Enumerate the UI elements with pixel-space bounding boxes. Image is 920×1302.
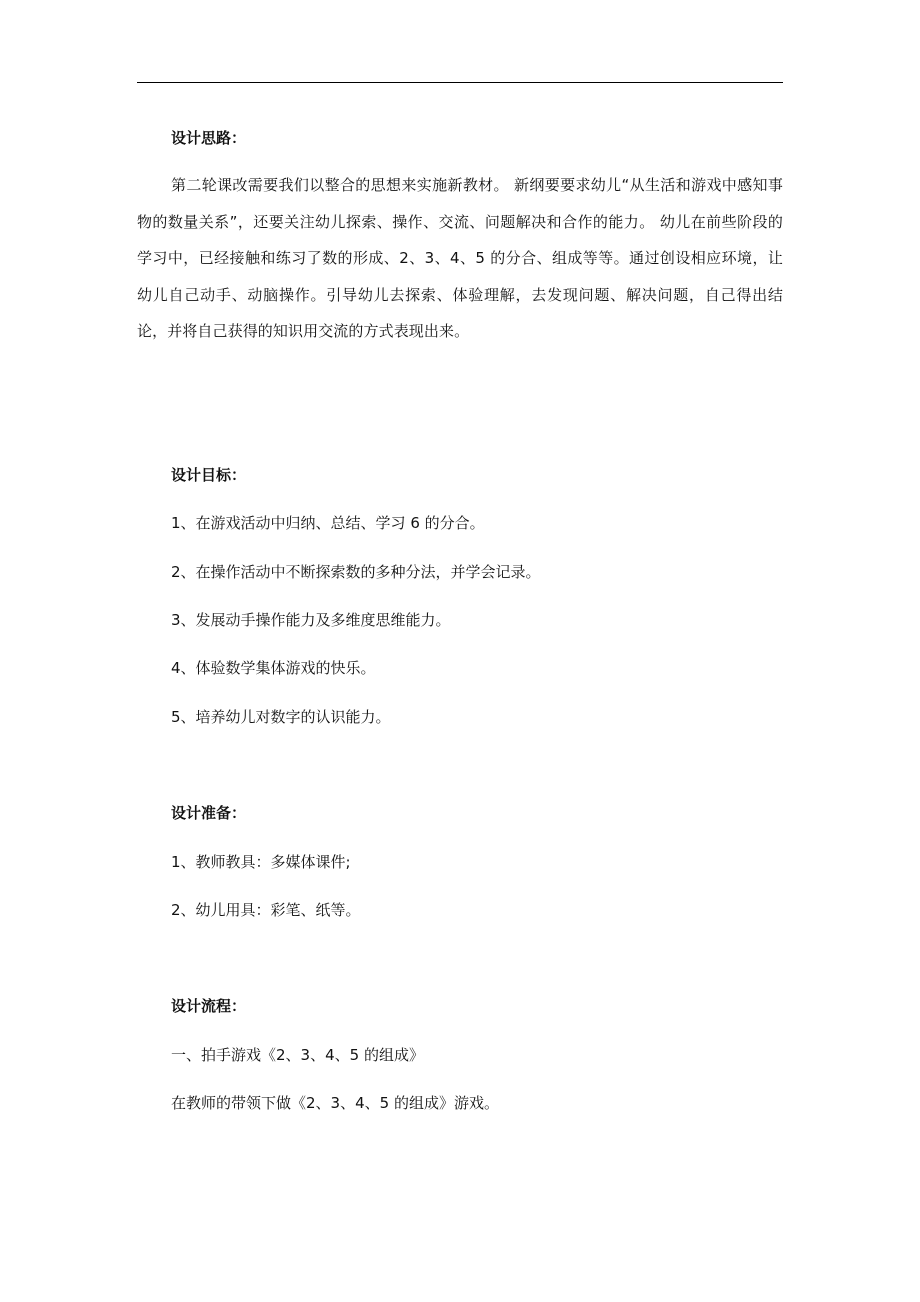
header-rule — [137, 82, 783, 83]
preparation-item-1: 1、教师教具：多媒体课件; — [171, 853, 351, 871]
goal-item-3: 3、发展动手操作能力及多维度思维能力。 — [171, 611, 451, 629]
process-step-1-detail: 在教师的带领下做《2、3、4、5 的组成》游戏。 — [171, 1094, 499, 1112]
approach-heading: 设计思路： — [171, 129, 247, 147]
process-step-1: 一、拍手游戏《2、3、4、5 的组成》 — [171, 1046, 424, 1064]
preparation-item-2: 2、幼儿用具：彩笔、纸等。 — [171, 901, 361, 919]
goal-item-4: 4、体验数学集体游戏的快乐。 — [171, 659, 376, 677]
goal-item-5: 5、培养幼儿对数字的认识能力。 — [171, 708, 391, 726]
goals-heading: 设计目标： — [171, 466, 247, 484]
process-heading: 设计流程： — [171, 997, 247, 1015]
goal-item-1: 1、在游戏活动中归纳、总结、学习 6 的分合。 — [171, 514, 485, 532]
goal-item-2: 2、在操作活动中不断探索数的多种分法，并学会记录。 — [171, 563, 541, 581]
preparation-heading: 设计准备： — [171, 804, 247, 822]
approach-paragraph: 第二轮课改需要我们以整合的思想来实施新教材。 新纲要要求幼儿“从生活和游戏中感知事物的数量关系”，还要关注幼儿探索、操作、交流、问题解决和合作的能力。 幼儿在前些阶段的学习中，已经接触和练习了数的形成、2、3、4、5 的分合、组成等等。通过创设相应环境，让幼儿自己动手、动脑操作。引导幼儿去探索、体验理解，去发现问题、解决问题，自己得出结论，并将自己获得的知识用交流的方式表现出来。 — [137, 176, 783, 340]
